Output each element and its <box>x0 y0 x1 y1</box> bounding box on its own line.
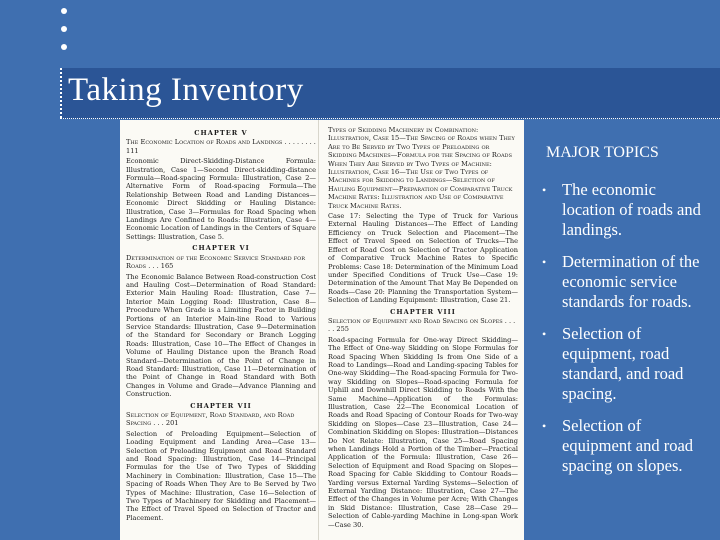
chapter-summary: Economic Direct-Skidding-Distance Formula: Illustration, Case 1—Second Direct-skidding-distance Formula—Road-spacing Formula: Illustration, Case 2—Alternative Form of Road-spacing Formula—The Relationship Between Road and Landing Distances—Economic Direct Skidding or Hauling Distance: Illustration, Case 3—Formulas for Road Spacing when Landings Are Confined to Roads: Illustration, Case 4—Economic Location of Landings in the Centers of Square Settings: Illustration, Case 5. <box>126 157 316 241</box>
topic-text: Selection of equipment, road standard, and road spacing. <box>562 324 684 403</box>
chapter-heading: CHAPTER VI <box>192 244 250 253</box>
chapter-title: The Economic Location of Roads and Landings . . . . . . . . 111 <box>126 138 316 155</box>
chapter-heading: CHAPTER V <box>194 129 248 137</box>
topic-text: Selection of equipment and road spacing on slopes. <box>562 416 694 475</box>
bullet-icon: • <box>542 419 547 433</box>
chapter-title: Selection of Equipment, Road Standard, and Road Spacing . . . 201 <box>126 411 295 428</box>
scan-entry <box>126 244 316 398</box>
chapter-summary: The Economic Balance Between Road-construction Cost and Hauling Cost—Determination of Road Standard: Exterior Main Hauling Road: Illustration, Case 7—Interior Main Logging Road: Illustration, Case 8—Procedure When Grade is a Limiting Factor in Building Portions of an Interior Main-line Road to Various Service Standards: Illustration, Case 9—Determination of the Standard for Secondary or Branch Logging Roads: Illustration, Case 10—The Effect of Changes in Volume of Hauling Distance upon the Branch Road Standard—Determination of the Point of Change in Road Standard: Illustration, Case 11—Determination of the Point of Change in Road Standard with Both Changes in Volume and Grade—Advance Planning and Construction. <box>126 272 316 399</box>
chapter-heading: CHAPTER VII <box>190 401 252 410</box>
book-contents-scan <box>120 120 524 540</box>
title-bar-edge <box>60 68 64 118</box>
chapter-title: Selection of Equipment and Road Spacing on Slopes . . . . . 255 <box>328 316 516 334</box>
bullet-icon: • <box>542 327 547 341</box>
scan-right-column <box>324 120 522 535</box>
scan-left-column <box>122 120 320 528</box>
dot <box>61 44 67 50</box>
major-topics-panel <box>540 140 710 488</box>
chapter-summary: Road-spacing Formula for One-way Direct Skidding—The Effect of One-way Skidding on Slope Formulas for Road Spacing When Skidding Is from One Side of a Road to Landings—Road and Landing-spacing Tables for One-way Skidding—The Road-spacing Formula for Two-way Skidding on Slopes—Road-spacing Formula for Uphill and Downhill Direct Skidding to Roads With the Same Machine—Application of the Formulas: Illustration, Case 22—The Economical Location of Roads and Road Spacing of Contour Roads for Two-way Skidding on Slopes—Case 23—Illustration, Case 24—Combination Skidding on Slopes: Illustration—Distances Do Not Relate: Illustration, Case 25—Road Spacing when Landings Hold a Portion of the Timber—Practical Application of the Formula: Illustration, Case 26—Selection of Equipment and Road Spacing on Slopes—Road Spacing for Cable Skidding to Contour Roads—Yarding versus External Yarding Systems—Selection of External Yarding Distance: Illustration, Case 27—The Effect of the Changes in Volume per Acre; With Changes in Skid Distance: Illustration, Case 28—Case 29—Selection of Cable-yarding Machine in Long-span Work—Case 30. <box>328 335 518 529</box>
scan-entry <box>328 308 518 530</box>
chapter-heading: CHAPTER VIII <box>390 307 456 316</box>
chapter-title: Types of Skidding Machinery in Combination: Illustration, Case 15—The Spacing of Roads when They Are to Be Served by Two Types of Preloading or Skidding Machines—Formula for the Spacing of Roads When They Are Served by Two Types of Machine: Illustration, Case 16—The Use of Two Types of Machines for Skidding to Landings—Selection of Hauling Equipment—Preparation of Comparative Truck Machine Rates: Illustration and Use of Comparative Truck Machine Rates. <box>328 126 515 210</box>
topic-item <box>540 416 710 476</box>
topic-item <box>540 180 710 240</box>
scan-entry <box>328 126 518 305</box>
decorative-dots-vertical <box>61 8 67 62</box>
chapter-summary: Selection of Preloading Equipment—Selection of Loading Equipment and Landing Area—Case 13—Selection of Preloading Equipment and Road Standard and Road Spacing: Illustration, Case 14—Principal Formulas for the Use of Two Types of Skidding Machinery in Combination: Illustration, Case 15—The Spacing of Roads When They Are to Be Served by Two Types of Machine: Illustration, Case 16—Selection of Two Types of Machinery for Skidding and Placement—The Effect of Travel Speed on Selection of Tractor and Placement. <box>126 429 316 522</box>
topic-item <box>540 252 710 312</box>
bullet-icon: • <box>542 255 547 269</box>
chapter-summary: Case 17: Selecting the Type of Truck for Various External Hauling Distances—The Effect of Landing Efficiency on Truck Selection and Placement—The Effect of Travel Speed on Selection of Trucks—The Effect of Road Cost on Selection of Tractor Application of Comparative Truck Machine Rates to Specific Problems: Case 18: Determination of the Minimum Load under Specified Conditions of Truck Use—Case 19: Determination of the Amount That May Be Depended on Roads—Case 20: Planning the Transportation System—Selection of Landing Equipment: Illustration, Case 21. <box>328 212 518 305</box>
slide-title: Taking Inventory <box>68 72 304 108</box>
dot <box>61 26 67 32</box>
topic-text: The economic location of roads and landings. <box>562 180 701 239</box>
dot <box>61 8 67 14</box>
scan-entry <box>126 402 316 523</box>
scan-entry <box>126 129 316 241</box>
topics-heading: MAJOR TOPICS <box>546 144 659 161</box>
bullet-icon: • <box>542 183 547 197</box>
chapter-title: Determination of the Economic Service Standard for Roads . . . 165 <box>126 253 306 271</box>
topic-item <box>540 324 710 404</box>
topic-text: Determination of the economic service standards for roads. <box>562 252 700 311</box>
